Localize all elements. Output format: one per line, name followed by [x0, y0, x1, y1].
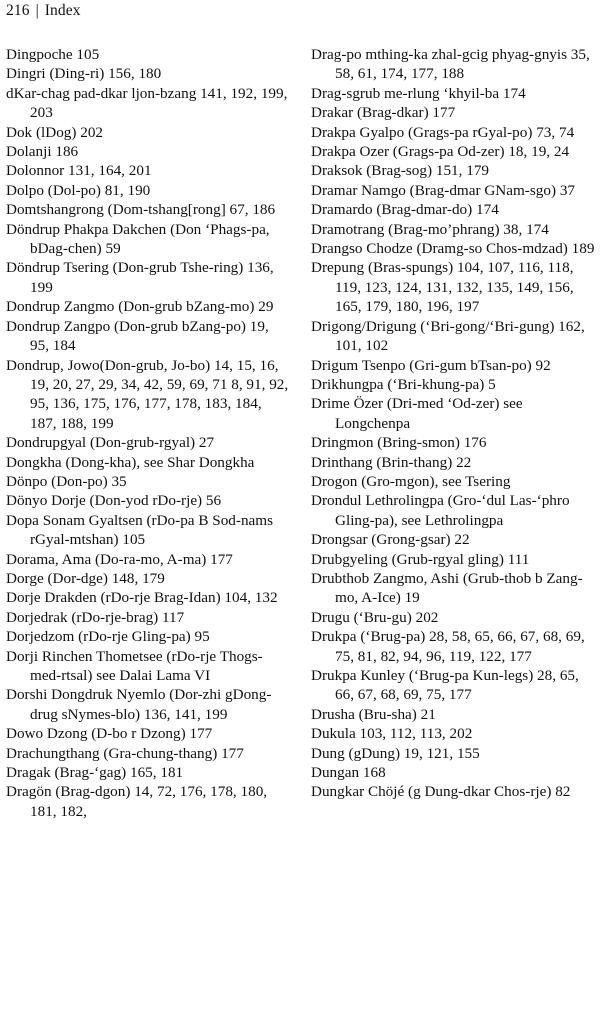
index-entry: Dönpo (Don-po) 35	[6, 472, 127, 490]
index-entry: Drikhungpa (‘Bri-khung-pa) 5	[311, 375, 496, 393]
index-entry: Drukpa Kunley (‘Brug-pa Kun-legs) 28, 65, 66, 67, 68, 69, 75, 177	[311, 667, 579, 704]
index-entry: Drukpa (‘Brug-pa) 28, 58, 65, 66, 67, 68, 69, 75, 81, 82, 94, 96, 119, 122, 177	[311, 628, 585, 665]
index-entry: Drigum Tsenpo (Gri-gum bTsan-po) 92	[311, 356, 551, 374]
index-entry: Drangso Chodze (Dramg-so Chos-mdzad) 189	[311, 240, 595, 258]
index-entry: Drepung (Bras-spungs) 104, 107, 116, 118, 119, 123, 124, 131, 132, 135, 149, 156, 165, 179, 180, 196, 197	[311, 259, 574, 316]
index-entry: Dung (gDung) 19, 121, 155	[311, 744, 480, 762]
index-entry: Drubthob Zangmo, Ashi (Grub-thob b Zang-mo, A-Ice) 19	[311, 569, 583, 607]
index-entry: Dragön (Brag-dgon) 14, 72, 176, 178, 180, 181, 182,	[6, 783, 268, 820]
index-entry: Dingpoche 105	[6, 46, 100, 63]
index-entry: Dolonnor 131, 164, 201	[6, 162, 152, 180]
index-entry: dKar-chag pad-dkar ljon-bzang 141, 192, 199, 203	[6, 84, 288, 122]
index-entry: Döndrup Tsering (Don-grub Tshe-ring) 136, 199	[6, 259, 274, 296]
index-entry: Dönyo Dorje (Don-yod rDo-rje) 56	[6, 492, 222, 510]
index-entry: Döndrup Phakpa Dakchen (Don ‘Phags-pa, bDag-chen) 59	[6, 220, 270, 258]
index-entry: Dok (lDog) 202	[6, 123, 104, 141]
index-entry: Drongsar (Grong-gsar) 22	[311, 531, 470, 549]
index-entry: Dondrupgyal (Don-grub-rgyal) 27	[6, 434, 215, 452]
index-entry: Dorjedrak (rDo-rje-brag) 117	[6, 608, 185, 626]
index-entry: Dringmon (Bring-smon) 176	[311, 434, 487, 452]
index-entry: Drachungthang (Gra-chung-thang) 177	[6, 744, 244, 762]
index-entry: Dorge (Dor-dge) 148, 179	[6, 569, 165, 587]
index-entry: Dramar Namgo (Brag-dmar GNam-sgo) 37	[311, 181, 576, 199]
header-title: Index	[44, 2, 81, 19]
index-entry: Drinthang (Brin-thang) 22	[311, 453, 472, 471]
page-number: 216	[6, 2, 30, 19]
index-entry: Dragak (Brag-‘gag) 165, 181	[6, 764, 184, 782]
index-entry: Drakar (Brag-dkar) 177	[311, 104, 456, 122]
index-entry: Dorshi Dongdruk Nyemlo (Dor-zhi gDong-drug sNymes-blo) 136, 141, 199	[6, 686, 272, 723]
index-entry: Dopa Sonam Gyaltsen (rDo-pa B Sod-nams rGyal-mtshan) 105	[6, 511, 274, 549]
index-entry: Drakpa Ozer (Grags-pa Od-zer) 18, 19, 24	[311, 143, 570, 161]
index-entry: Drondul Lethrolingpa (Gro-‘dul Las-‘phro Gling-pa), see Lethrolingpa	[311, 492, 570, 529]
index-entry: Dowo Dzong (D-bo r Dzong) 177	[6, 725, 213, 743]
index-entry: Dungan 168	[311, 764, 386, 782]
index-entry: Draksok (Brag-sog) 151, 179	[311, 162, 490, 180]
index-entry: Dondrup, Jowo(Don-grub, Jo-bo) 14, 15, 16, 19, 20, 27, 29, 34, 42, 59, 69, 71 8, 91, 92, 95, 136, 175, 176, 177, 178, 183, 184, 187, 188, 199	[6, 356, 289, 432]
index-entry: Dongkha (Dong-kha), see Shar Dongkha	[6, 453, 255, 471]
index-entry: Dondrup Zangpo (Don-grub bZang-po) 19, 95, 184	[6, 317, 269, 355]
index-entry: Dungkar Chöjé (g Dung-dkar Chos-rje) 82	[311, 783, 571, 801]
index-column-right	[311, 45, 597, 802]
index-entry: Drakpa Gyalpo (Grags-pa rGyal-po) 73, 74	[311, 123, 575, 141]
running-header	[6, 2, 81, 20]
index-entry: Dorama, Ama (Do-ra-mo, A-ma) 177	[6, 550, 233, 568]
index-entry: Drag-sgrub me-rlung ‘khyil-ba 174	[311, 84, 526, 102]
index-entry: Domtshangrong (Dom-tshang[rong] 67, 186	[6, 201, 276, 219]
index-entry: Dolanji 186	[6, 143, 79, 161]
index-entry: Drime Özer (Dri-med ‘Od-zer) see Longchenpa	[311, 395, 523, 432]
index-entry: Dramotrang (Brag-mo’phrang) 38, 174	[311, 220, 549, 238]
index-entry: Dondrup Zangmo (Don-grub bZang-mo) 29	[6, 298, 274, 316]
index-entry: Dramardo (Brag-dmar-do) 174	[311, 201, 499, 219]
index-entry: Dukula 103, 112, 113, 202	[311, 725, 473, 743]
index-entry: Drusha (Bru-sha) 21	[311, 705, 436, 723]
index-entry: Drugu (‘Bru-gu) 202	[311, 608, 439, 626]
index-entry: Dorje Drakden (rDo-rje Brag-Idan) 104, 132	[6, 589, 278, 607]
index-entry: Drogon (Gro-mgon), see Tsering	[311, 472, 511, 490]
index-entry: Drag-po mthing-ka zhal-gcig phyag-gnyis 35, 58, 61, 174, 177, 188	[311, 46, 590, 83]
index-entry: Dingri (Ding-ri) 156, 180	[6, 65, 162, 83]
header-separator: |	[35, 2, 39, 19]
index-column-left	[6, 45, 290, 821]
index-entry: Dolpo (Dol-po) 81, 190	[6, 181, 151, 199]
index-entry: Dorji Rinchen Thometsee (rDo-rje Thogs-med-rtsal) see Dalai Lama VI	[6, 647, 263, 684]
index-entry: Drubgyeling (Grub-rgyal gling) 111	[311, 550, 530, 568]
index-entry: Dorjedzom (rDo-rje Gling-pa) 95	[6, 628, 210, 646]
index-entry: Drigong/Drigung (‘Bri-gong/‘Bri-gung) 162, 101, 102	[311, 317, 585, 355]
